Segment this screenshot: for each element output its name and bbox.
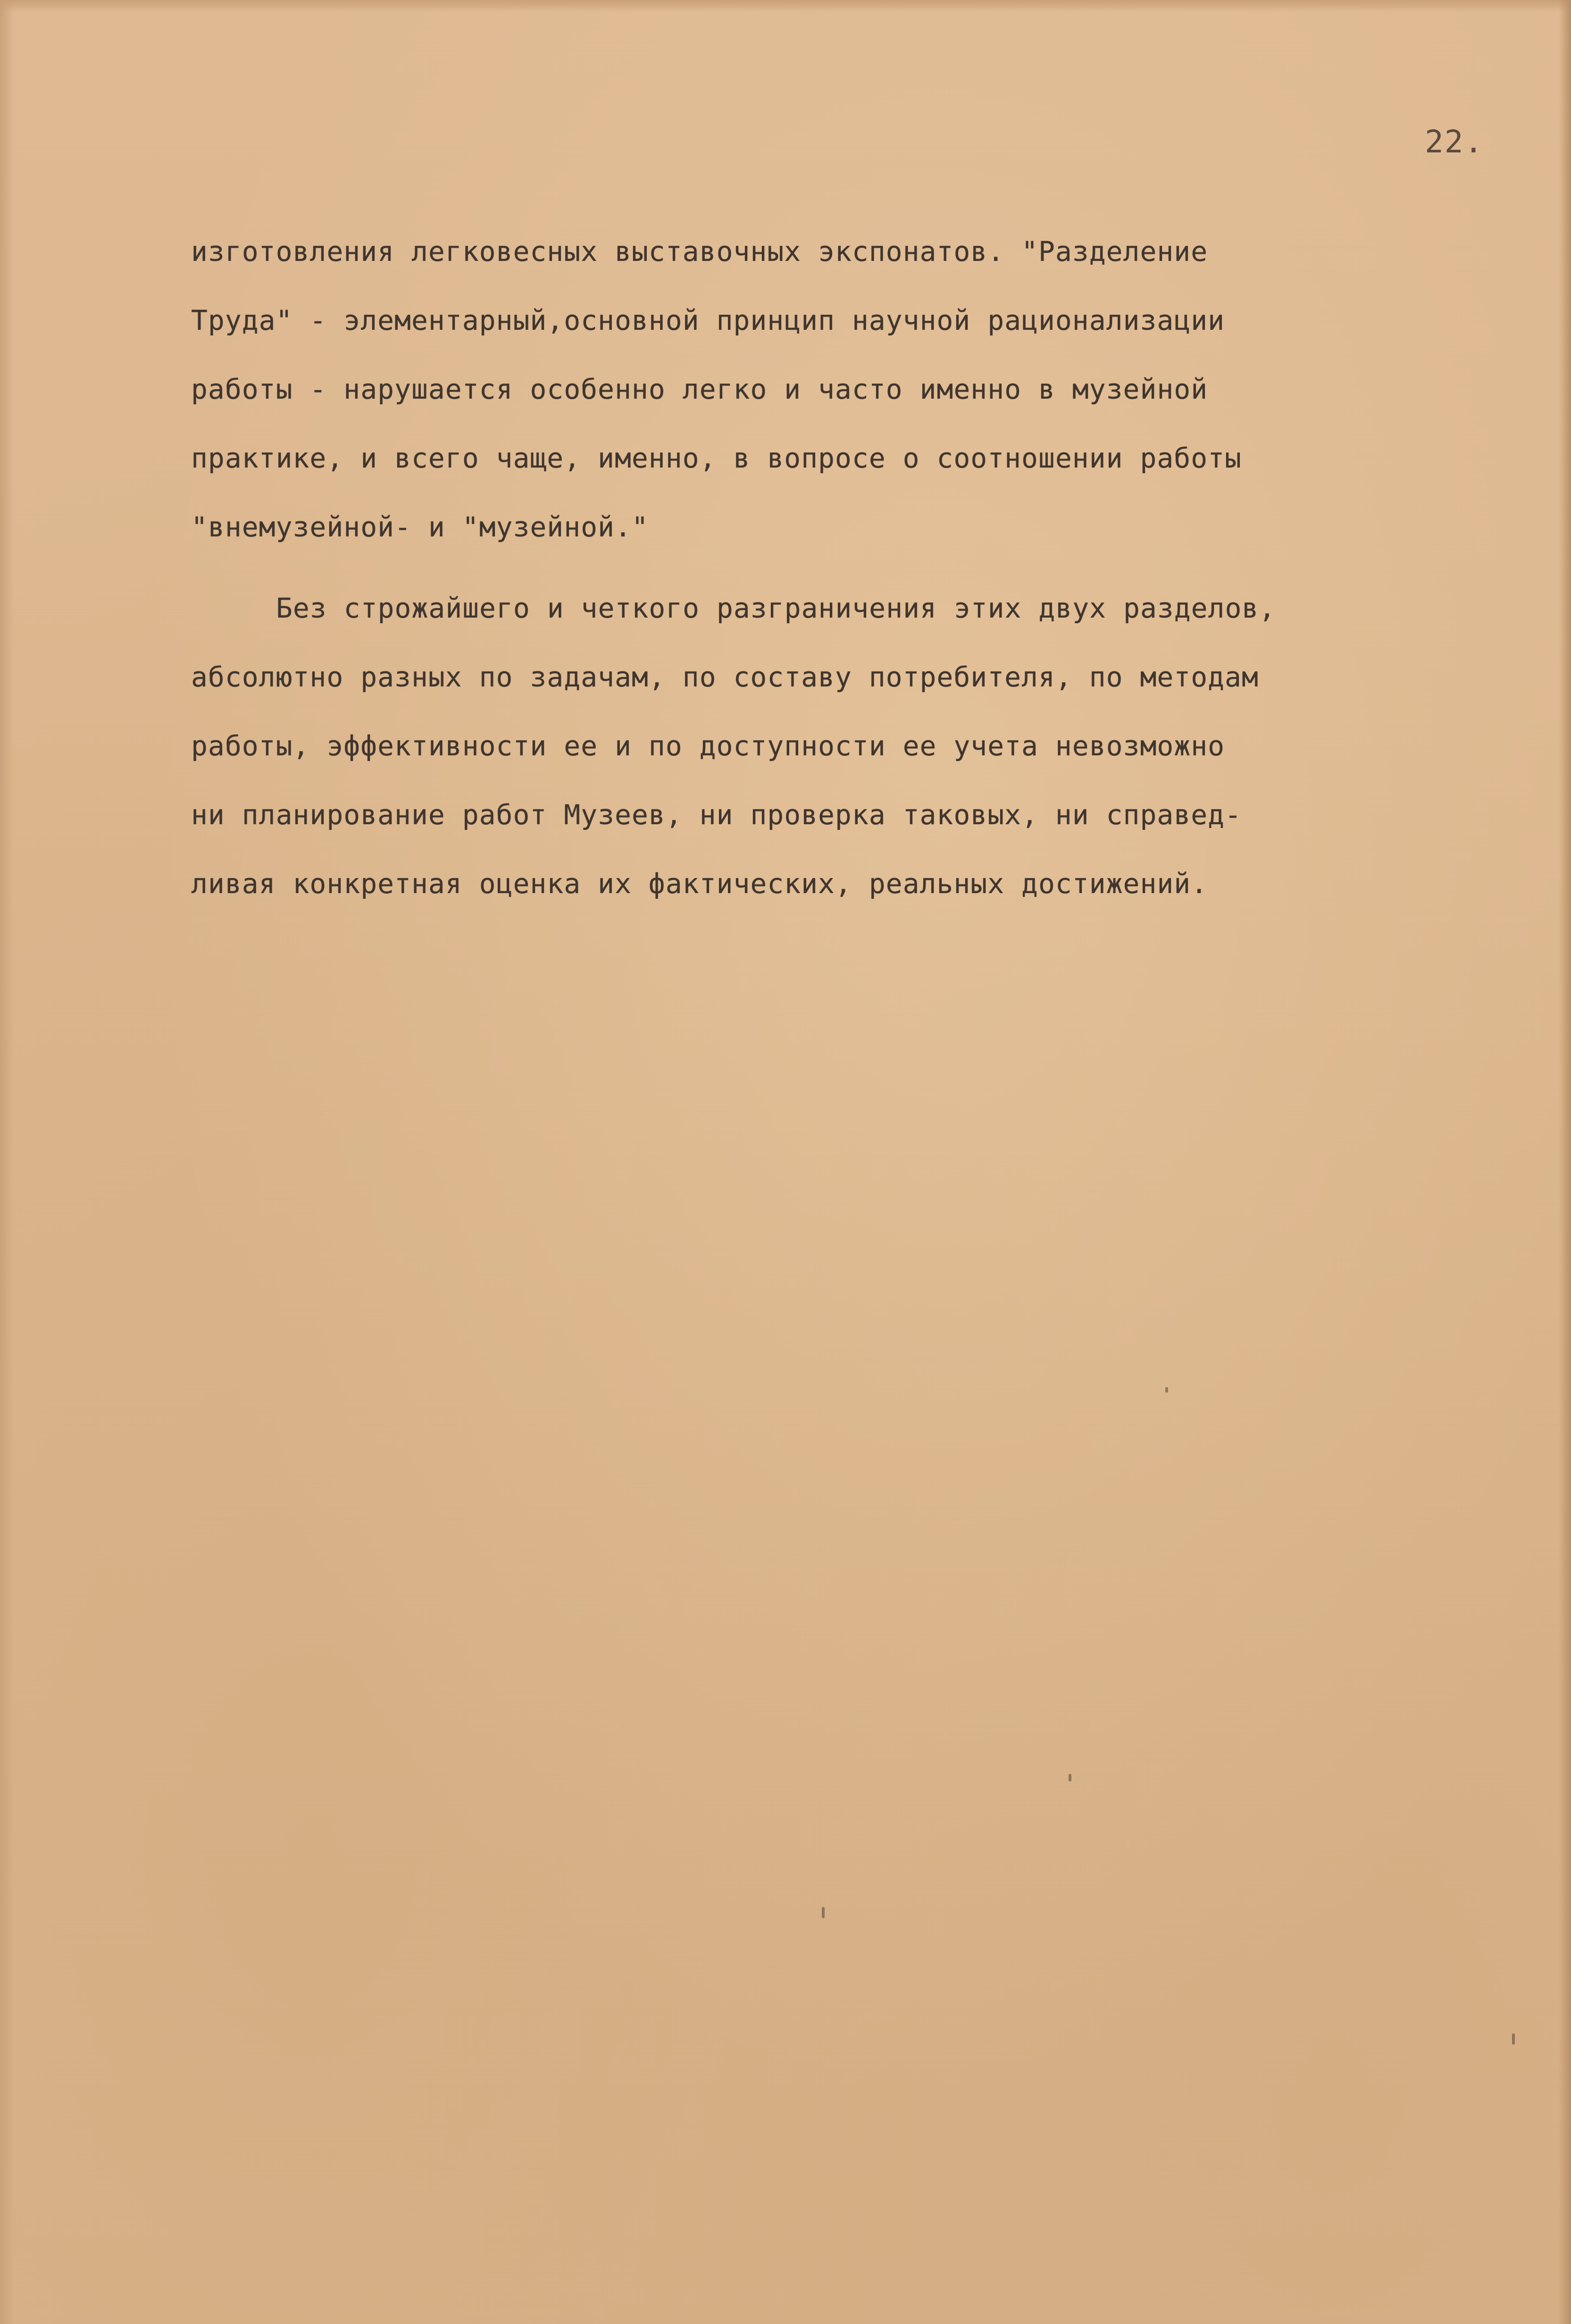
- text-line: изготовления легковесных выставочных экспонатов. "Разделение: [191, 235, 1208, 268]
- paragraph-2: [191, 574, 1512, 918]
- text-line: ливая конкретная оценка их фактических, реальных достижений.: [191, 868, 1208, 900]
- text-line: работы - нарушается особенно легко и часто именно в музейной: [191, 373, 1208, 405]
- paper-speck: [1165, 1387, 1168, 1393]
- text-line: ни планирование работ Музеев, ни проверка таковых, ни справед-: [191, 799, 1242, 831]
- paragraph-1: [191, 217, 1512, 561]
- text-line: Труда" - элементарный,основной принцип научной рационализации: [191, 304, 1225, 336]
- page-number: 22.: [1425, 124, 1484, 160]
- page-edge-shadow: [1559, 0, 1571, 2324]
- paper-speck: [822, 1907, 825, 1918]
- paper-speck: [1512, 2033, 1515, 2045]
- text-line: "внемузейной- и "музейной.": [191, 511, 649, 543]
- paper-speck: [1069, 1774, 1071, 1781]
- text-line: Без строжайшего и четкого разграничения этих двух разделов,: [276, 592, 1276, 624]
- text-line: работы, эффективности ее и по доступности ее учета невозможно: [191, 730, 1225, 762]
- page-edge-shadow: [0, 0, 14, 2324]
- text-line: абсолютно разных по задачам, по составу потребителя, по методам: [191, 661, 1259, 693]
- page-edge-shadow: [0, 0, 1571, 12]
- text-line: практике, и всего чаще, именно, в вопросе о соотношении работы: [191, 442, 1242, 474]
